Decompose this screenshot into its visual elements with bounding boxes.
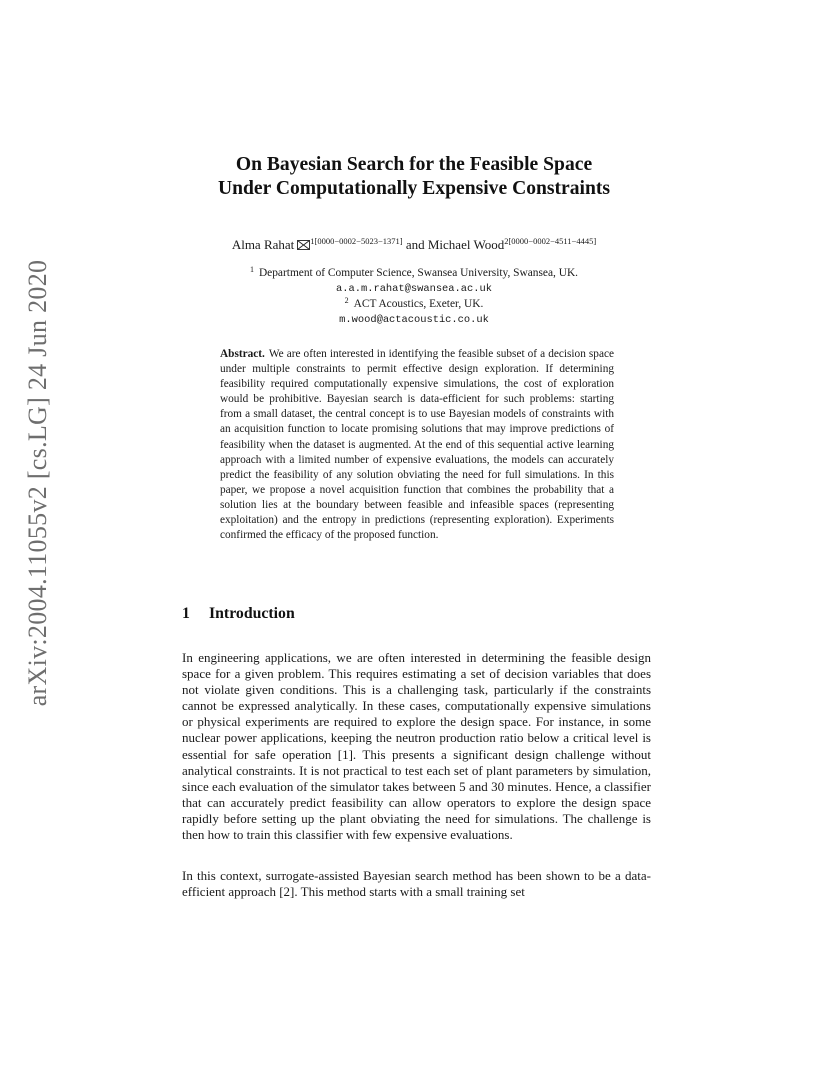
paper-title-line-2: Under Computationally Expensive Constraints — [217, 178, 611, 199]
affiliation-number: 2 — [344, 296, 349, 305]
abstract-label: Abstract. — [220, 348, 265, 360]
author-orcid: 1[0000−0002−5023−1371] — [310, 236, 403, 246]
affiliation-text: ACT Acoustics, Exeter, UK. — [353, 298, 484, 310]
body-paragraph: In this context, surrogate-assisted Bayesian search method has been shown to be a data-efficient approach [2]. This method starts with a small training set — [182, 868, 651, 900]
abstract — [220, 347, 614, 543]
author-connector: and — [405, 237, 425, 252]
section-heading — [182, 604, 295, 624]
author-list — [0, 236, 828, 254]
affiliation-line — [0, 266, 828, 281]
section-number: 1 — [182, 605, 190, 622]
envelope-icon — [297, 237, 310, 247]
arxiv-identifier-stamp: arXiv:2004.11055v2 [cs.LG] 24 Jun 2020 — [23, 259, 52, 707]
author-name: Alma Rahat — [231, 237, 295, 252]
affiliation-line — [0, 297, 828, 312]
affiliation-text: Department of Computer Science, Swansea University, Swansea, UK. — [258, 267, 579, 279]
author-email[interactable]: a.a.m.rahat@swansea.ac.uk — [336, 283, 492, 295]
body-paragraph: In engineering applications, we are often interested in determining the feasible design space for a given problem. This requires estimating a set of decision variables that does not violate given conditions. This is a challenging task, particularly if the constraints cannot be expressed analytically. In these cases, computationally expensive simulations or physical experiments are required to explore the design space. For instance, in some nuclear power applications, keeping the neutron production ratio below a critical level is essential for safe operation [1]. This presents a significant design challenge without analytical constraints. It is not practical to test each set of plant parameters by simulation, since each evaluation of the simulator takes between 5 and 30 minutes. Hence, a classifier that can accurately predict feasibility can allow operators to explore the design space rapidly before setting up the plant obviating the need for simulations. The challenge is then how to train this classifier with few expensive evaluations. — [182, 650, 651, 843]
paper-title-line-1: On Bayesian Search for the Feasible Space — [235, 154, 593, 175]
affiliation-number: 1 — [249, 265, 254, 274]
author-email[interactable]: m.wood@actacoustic.co.uk — [339, 314, 489, 326]
author-name: Michael Wood — [427, 237, 505, 252]
author-orcid: 2[0000−0002−4511−4445] — [504, 236, 597, 246]
abstract-text: We are often interested in identifying the feasible subset of a decision space under multiple constraints to permit effective design exploration. If determining feasibility required computationally expensive simulations, the cost of exploration would be prohibitive. Bayesian search is data-efficient for such problems: starting from a small dataset, the central concept is to use Bayesian models of constraints with an acquisition function to locate promising solutions that may improve predictions of feasibility when the dataset is augmented. At the end of this sequential active learning approach with a limited number of expensive evaluations, the models can accurately predict the feasibility of any solution obviating the need for full simulations. In this paper, we propose a novel acquisition function that combines the probability that a solution lies at the boundary between feasible and infeasible spaces (representing exploitation) and the entropy in predictions (representing exploration). Experiments confirmed the efficacy of the proposed function. — [220, 348, 614, 542]
section-title: Introduction — [209, 605, 295, 622]
